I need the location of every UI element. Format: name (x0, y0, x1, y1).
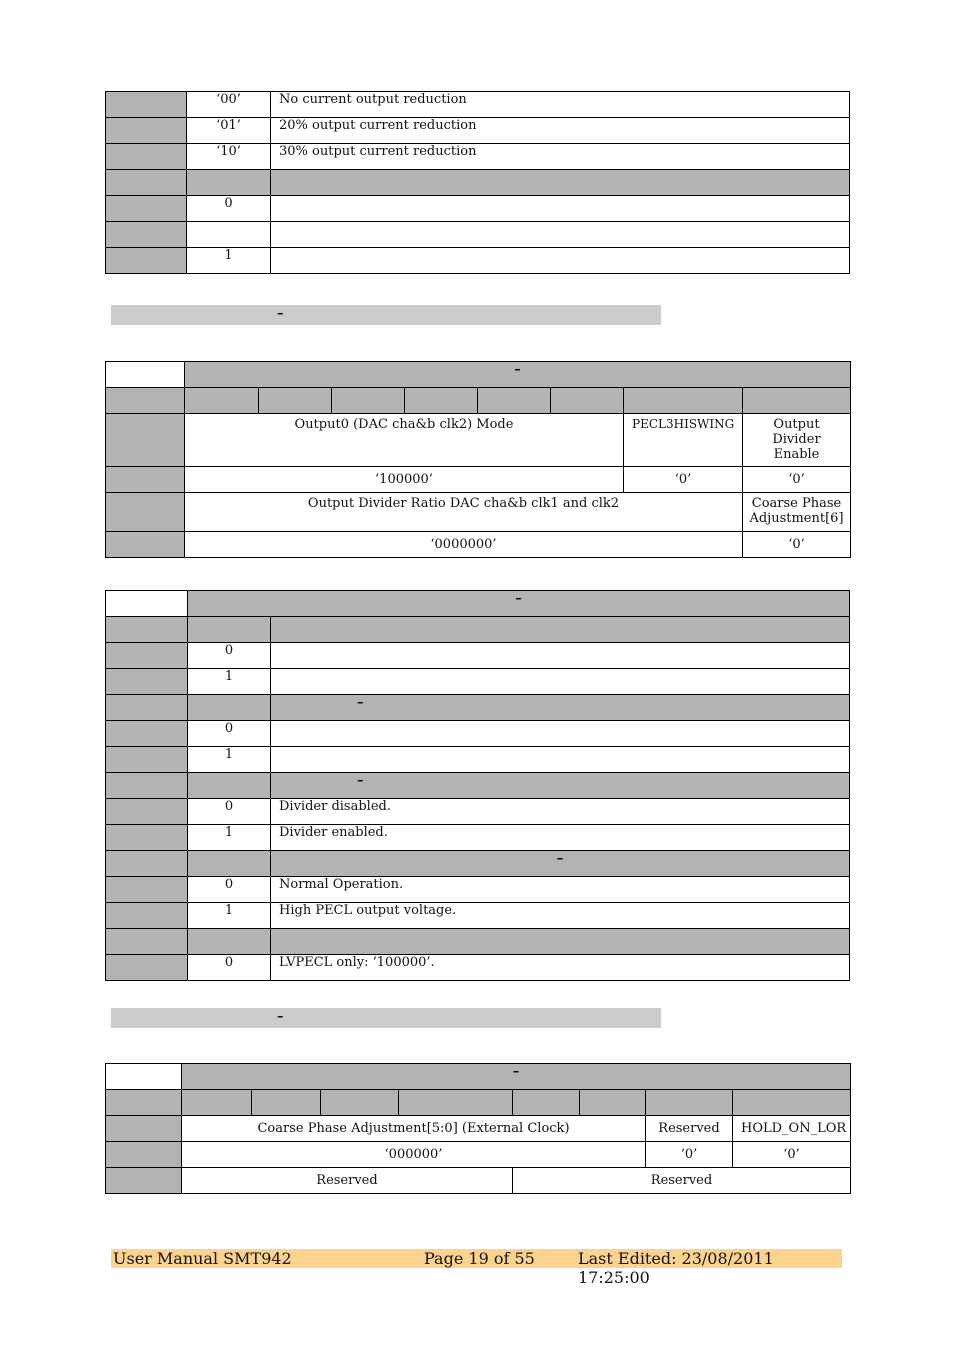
normal-operation-text: Normal Operation. (271, 877, 850, 903)
table-row: 1 Divider enabled. (106, 825, 850, 851)
table-row: 0 LVPECL only: ‘100000’. (106, 955, 850, 981)
default-value-row (106, 1142, 851, 1168)
hold-on-lor-field: HOLD_ON_LOR (733, 1116, 851, 1142)
section-heading-dash: – (277, 306, 284, 321)
footer-manual-title: User Manual SMT942 (113, 1249, 292, 1268)
ratio-default: ‘0000000’ (185, 532, 743, 558)
register-header: – (185, 362, 851, 388)
bit-number-row (106, 1090, 851, 1116)
table-row: 0 Divider disabled. (106, 799, 850, 825)
table-header-row (106, 591, 850, 617)
table-row (106, 248, 850, 274)
coarse-phase-field: Coarse Phase Adjustment[6] (743, 493, 851, 532)
subsection-row (106, 929, 850, 955)
reserved-default: ‘0’ (646, 1142, 733, 1168)
table-row: 0 (106, 721, 850, 747)
divider-enabled-text: Divider enabled. (271, 825, 850, 851)
lvpecl-only-text: LVPECL only: ‘100000’. (271, 955, 850, 981)
table-row (106, 92, 850, 118)
field-name-row (106, 493, 851, 532)
desc-cell (271, 248, 850, 274)
hold-default: ‘0’ (733, 1142, 851, 1168)
divider-ratio-field: Output Divider Ratio DAC cha&b clk1 and clk2 (185, 493, 743, 532)
value-cell: 1 (187, 248, 271, 274)
enable-default: ‘0’ (743, 467, 851, 493)
footer-page-number: Page 19 of 55 (424, 1249, 535, 1268)
value-cell: 0 (187, 196, 271, 222)
current-reduction-table (105, 91, 850, 274)
table-header: – (188, 591, 850, 617)
table-row: 1 (106, 669, 850, 695)
subsection-row: – (106, 773, 850, 799)
value-cell: ‘00’ (187, 92, 271, 118)
subsection-row: – (106, 851, 850, 877)
section-heading-dash: – (277, 1009, 284, 1024)
footer-last-edited: Last Edited: 23/08/2011 17:25:00 (578, 1249, 774, 1287)
value-cell: ‘01’ (187, 118, 271, 144)
field-name-row (106, 1116, 851, 1142)
table-row (106, 170, 850, 196)
table-row (106, 144, 850, 170)
page-footer (111, 1249, 842, 1287)
reserved-field-low: Reserved (182, 1168, 513, 1194)
register-header-row (106, 362, 851, 388)
section-heading-bar (111, 1008, 661, 1028)
pecl3hiswing-field: PECL3HISWING (624, 414, 743, 467)
mode-default: ‘100000’ (185, 467, 624, 493)
register-table-2 (105, 1063, 851, 1194)
register-header-row (106, 1064, 851, 1090)
field-name-row (106, 414, 851, 467)
output-divider-enable-field: Output Divider Enable (743, 414, 851, 467)
section-heading-bar (111, 305, 661, 325)
reserved-field: Reserved (646, 1116, 733, 1142)
coarse-phase-field: Coarse Phase Adjustment[5:0] (External Clock) (182, 1116, 646, 1142)
coarse-default: ‘0’ (743, 532, 851, 558)
output-mode-field: Output0 (DAC cha&b clk2) Mode (185, 414, 624, 467)
table-row: 1 (106, 747, 850, 773)
reserved-field-high: Reserved (513, 1168, 851, 1194)
high-pecl-text: High PECL output voltage. (271, 903, 850, 929)
bit-description-table (105, 590, 850, 981)
coarse-default: ‘000000’ (182, 1142, 646, 1168)
desc-cell: 30% output current reduction (271, 144, 850, 170)
value-cell: ‘10’ (187, 144, 271, 170)
table-row: 0 Normal Operation. (106, 877, 850, 903)
table-row (106, 222, 850, 248)
table-row (106, 118, 850, 144)
default-value-row (106, 532, 851, 558)
field-name-row (106, 1168, 851, 1194)
register-header: – (182, 1064, 851, 1090)
subsection-row: – (106, 695, 850, 721)
divider-disabled-text: Divider disabled. (271, 799, 850, 825)
desc-cell (271, 196, 850, 222)
default-value-row (106, 467, 851, 493)
pecl-default: ‘0’ (624, 467, 743, 493)
desc-cell: No current output reduction (271, 92, 850, 118)
bit-number-row (106, 388, 851, 414)
table-row (106, 196, 850, 222)
register-table-1 (105, 361, 851, 558)
table-row: 1 High PECL output voltage. (106, 903, 850, 929)
desc-cell: 20% output current reduction (271, 118, 850, 144)
table-row: 0 (106, 643, 850, 669)
